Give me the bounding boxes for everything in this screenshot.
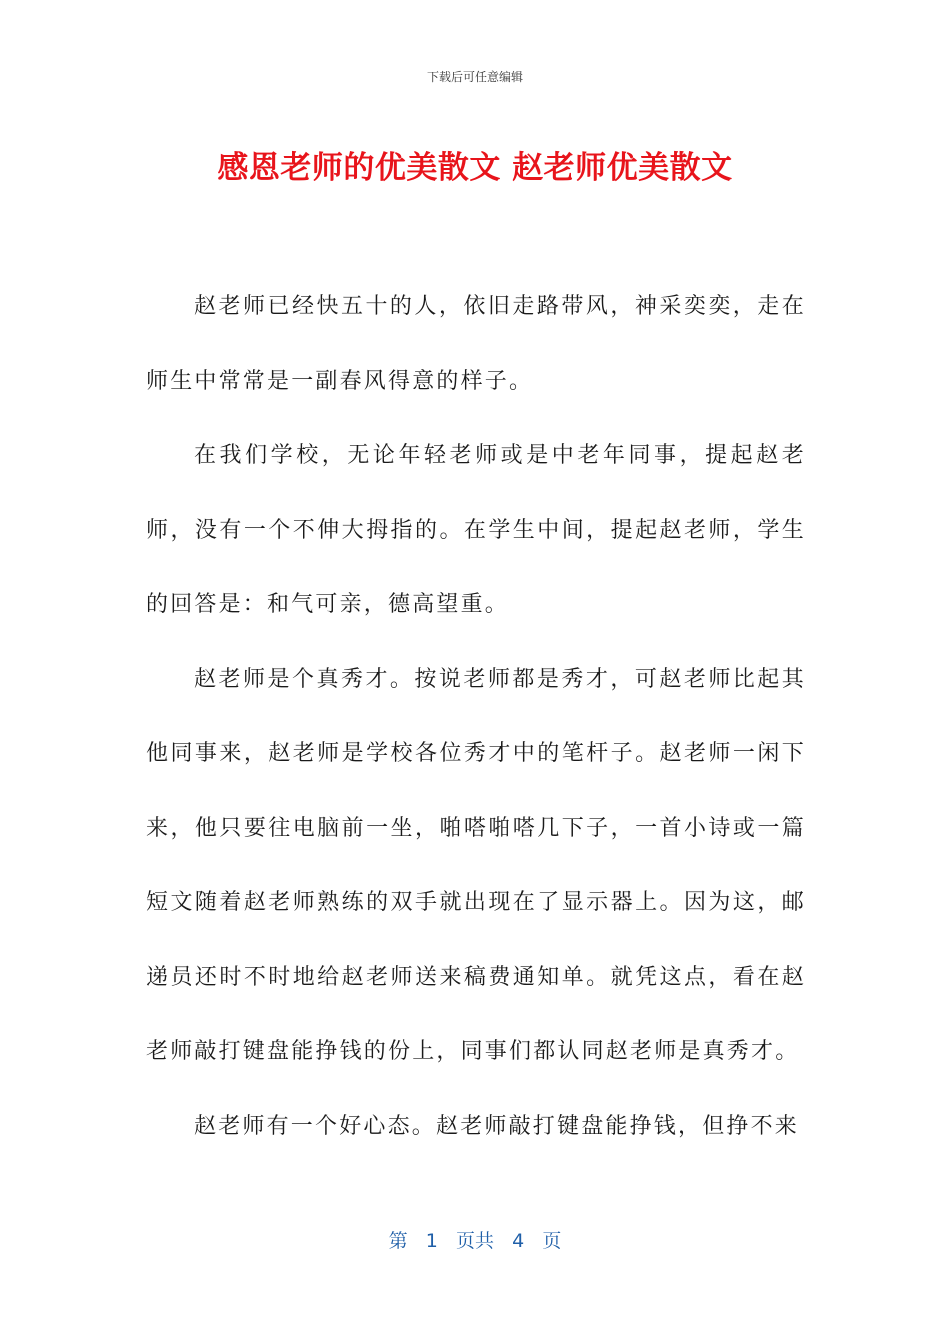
paragraph: 在我们学校，无论年轻老师或是中老年同事，提起赵老师，没有一个不伸大拇指的。在学生中间，提起赵老师，学生的回答是：和气可亲，德高望重。 xyxy=(146,443,806,617)
paragraph: 赵老师已经快五十的人，依旧走路带风，神采奕奕，走在师生中常常是一副春风得意的样子。 xyxy=(146,294,806,394)
paragraph: 赵老师有一个好心态。赵老师敲打键盘能挣钱，但挣不来 xyxy=(194,1113,800,1139)
document-title: 感恩老师的优美散文 赵老师优美散文 xyxy=(217,150,733,186)
paragraph: 赵老师是个真秀才。按说老师都是秀才，可赵老师比起其他同事来，赵老师是学校各位秀才中的笔杆子。赵老师一闲下来，他只要往电脑前一坐，啪嗒啪嗒几下子，一首小诗或一篇短文随着赵老师熟练的双手就出现在了显示器上。因为这，邮递员还时不时地给赵老师送来稿费通知单。就凭这点，看在赵老师敲打键盘能挣钱的份上，同事们都认同赵老师是真秀才。 xyxy=(146,666,806,1064)
footer-suffix: 页 xyxy=(542,1230,562,1252)
page-number-footer xyxy=(0,1226,950,1253)
footer-prefix: 第 xyxy=(388,1230,408,1252)
footer-current-page: 1 xyxy=(425,1230,438,1252)
header-note: 下载后可任意编辑 xyxy=(426,70,523,84)
footer-total-pages: 4 xyxy=(512,1230,525,1252)
footer-middle: 页共 xyxy=(455,1230,494,1252)
document-body xyxy=(146,270,806,1164)
